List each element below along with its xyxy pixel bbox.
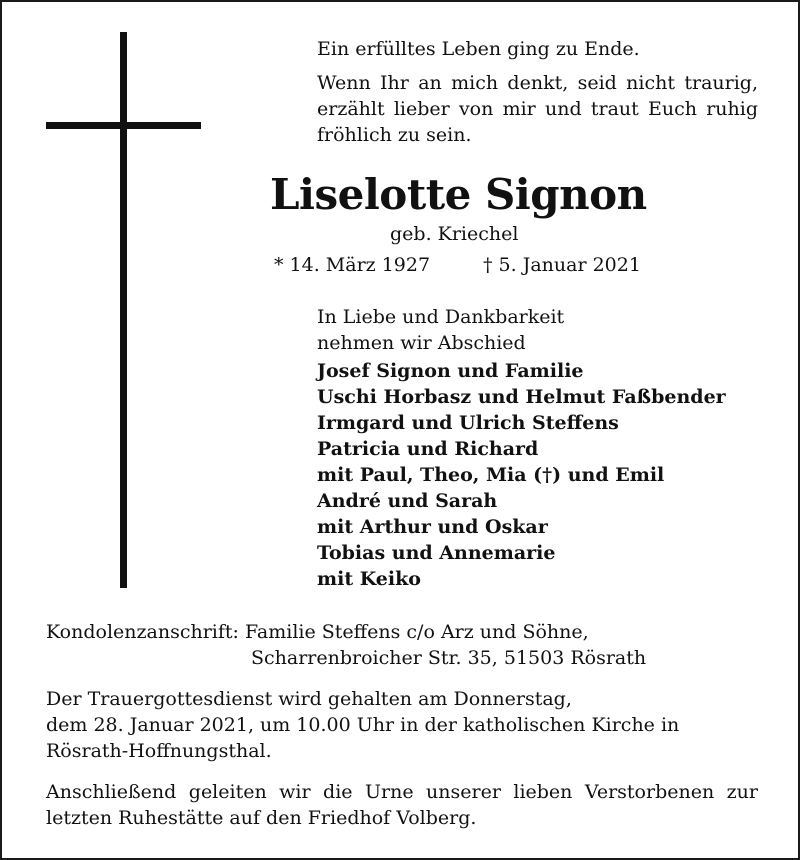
mourner-line: Irmgard und Ulrich Steffens — [317, 412, 619, 434]
quote-line-2: Wenn Ihr an mich denkt, seid nicht traurig, erzählt lieber von mir und traut Euch ruhig fröhlich zu sein. — [317, 72, 758, 146]
service-line-2: dem 28. Januar 2021, um 10.00 Uhr in der katholischen Kirche in — [46, 714, 680, 736]
quote-line-1: Ein erfülltes Leben ging zu Ende. — [317, 38, 640, 60]
mourner-line: Tobias und Annemarie — [317, 542, 556, 564]
condolence-address — [46, 619, 646, 671]
mourning-intro-line-1: In Liebe und Dankbarkeit — [317, 306, 565, 328]
mourner-line: Uschi Horbasz und Helmut Faßbender — [317, 386, 726, 408]
birth-date: * 14. März 1927 — [274, 254, 431, 276]
service-line-1: Der Trauergottesdienst wird gehalten am Donnerstag, — [46, 688, 572, 710]
funeral-service-info — [46, 686, 758, 764]
death-date: † 5. Januar 2021 — [483, 254, 641, 276]
cross-icon — [120, 32, 127, 588]
condolence-label: Kondolenzanschrift: — [46, 621, 239, 643]
mourning-intro-line-2: nehmen wir Abschied — [317, 332, 526, 354]
mourner-line: mit Keiko — [317, 568, 421, 590]
mourners-list — [317, 358, 726, 592]
condolence-address-line-1: Familie Steffens c/o Arz und Söhne, — [245, 621, 589, 643]
mourner-line: mit Arthur und Oskar — [317, 516, 548, 538]
mourner-line: André und Sarah — [317, 490, 498, 512]
mourner-line: Patricia und Richard — [317, 438, 539, 460]
service-line-3: Rösrath-Hoffnungsthal. — [46, 740, 272, 762]
deceased-name: Liselotte Signon — [270, 170, 647, 219]
urn-burial-info: Anschließend geleiten wir die Urne unserer lieben Verstorbenen zur letzten Ruhestätte auf den Friedhof Volberg. — [46, 781, 758, 829]
memorial-quote — [317, 36, 758, 148]
condolence-address-line-2: Scharrenbroicher Str. 35, 51503 Rösrath — [251, 647, 647, 669]
mourner-line: mit Paul, Theo, Mia (†) und Emil — [317, 464, 665, 486]
mourning-intro — [317, 304, 564, 356]
mourner-line: Josef Signon und Familie — [317, 360, 584, 382]
maiden-name: geb. Kriechel — [390, 223, 519, 245]
cross-icon-bar — [46, 122, 201, 129]
